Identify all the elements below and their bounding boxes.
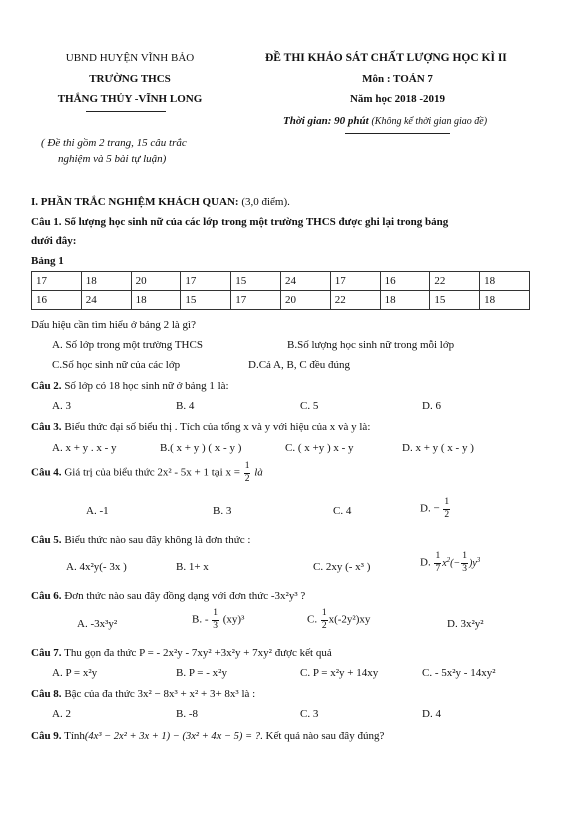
q4-option-d-label: D. −: [420, 502, 440, 515]
q2-option-a: A. 3: [52, 400, 71, 412]
fraction-seventh: [434, 552, 441, 574]
q3-text: Biểu thức đại số biểu thị . Tích của tổng x và y với hiệu của x và y là:: [64, 421, 371, 433]
q3-label: Câu 3.: [31, 421, 62, 433]
fraction-third: [461, 552, 468, 574]
frac-num: 1: [443, 498, 450, 510]
header-left-rule: [86, 111, 166, 112]
frac-num: 1: [212, 609, 219, 621]
q6-option-b-expr: (xy)³: [222, 613, 245, 626]
q9-label: Câu 9.: [31, 730, 62, 742]
q6-option-b-label: B. -: [192, 613, 209, 626]
data-table: [31, 271, 530, 310]
table-row: [32, 272, 530, 291]
q6-text: Đơn thức nào sau đây đồng dạng với đơn thức -3x²y³ ?: [64, 590, 306, 602]
table-cell: 15: [231, 272, 281, 291]
fraction-third: [212, 609, 219, 631]
q2-label: Câu 2.: [31, 380, 62, 392]
q2-option-d: D. 6: [422, 400, 441, 412]
q7-option-a: A. P = x²y: [52, 667, 98, 679]
frac-den: 2: [244, 473, 250, 484]
fraction-half: [321, 609, 328, 631]
q1-sub: Dấu hiệu cần tìm hiểu ở bảng 2 là gì?: [31, 319, 196, 331]
q9-expression: (4x³ − 2x² + 3x + 1) − (3x² + 4x − 5) = ?: [84, 731, 260, 742]
q1-option-d: D.Cả A, B, C đều đúng: [248, 359, 351, 371]
table-cell: 18: [480, 291, 530, 310]
q7-option-b: B. P = - x²y: [176, 667, 227, 679]
frac-den: 3: [462, 563, 467, 574]
fraction-half: [443, 498, 450, 520]
table-cell: 17: [330, 272, 380, 291]
q6-line: [31, 590, 305, 602]
table-cell: 18: [380, 291, 430, 310]
q8-option-d: D. 4: [422, 708, 441, 720]
table-cell: 17: [181, 272, 231, 291]
q4-text-post: là: [254, 466, 263, 479]
exam-year: Năm học 2018 -2019: [349, 93, 446, 105]
frac-den: 2: [444, 509, 450, 520]
q5-text: Biểu thức nào sau đây không là đơn thức :: [64, 534, 251, 546]
header-school-2: THẮNG THỦY -VĨNH LONG: [57, 93, 203, 105]
q3-line: [31, 421, 370, 433]
q1-option-c: C.Số học sinh nữ của các lớp: [52, 359, 181, 371]
q1-option-b: B.Số lượng học sinh nữ trong mỗi lớp: [287, 339, 455, 351]
q8-label: Câu 8.: [31, 688, 62, 700]
q2-option-c: C. 5: [300, 400, 319, 412]
q2-line: [31, 380, 229, 392]
table-row: [32, 291, 530, 310]
q7-line: [31, 647, 332, 659]
q4-option-c: C. 4: [333, 505, 352, 517]
q4-option-b: B. 3: [213, 505, 232, 517]
q1-label: Câu 1.: [31, 216, 62, 228]
q7-option-d: C. - 5x²y - 14xy²: [422, 667, 496, 679]
q1-text2: dưới đây:: [31, 235, 77, 247]
q8-line: [31, 688, 255, 700]
table-cell: 16: [380, 272, 430, 291]
frac-den: 7: [435, 563, 441, 574]
frac-num: 1: [244, 462, 251, 474]
q5-option-d-label: D.: [420, 556, 431, 569]
q9-text-pre: Tính: [64, 730, 85, 742]
frac-den: 2: [321, 620, 327, 631]
table-cell: 18: [480, 272, 530, 291]
q6-option-c-expr: x(-2y²)xy: [328, 613, 371, 626]
q5-option-b: B. 1+ x: [176, 561, 209, 573]
q5-option-d: [420, 552, 480, 574]
section-title: I. PHẦN TRẮC NGHIỆM KHÁCH QUAN:: [31, 196, 239, 208]
table-cell: 24: [81, 291, 131, 310]
table-cell: 22: [430, 272, 480, 291]
exam-time-line: [283, 115, 487, 127]
q4-label: Câu 4.: [31, 466, 62, 479]
q1-text1: Số lượng học sinh nữ của các lớp trong một trường THCS được ghi lại trong bảng: [64, 216, 449, 228]
q6-option-c: [307, 609, 370, 631]
q6-option-d: D. 3x²y²: [447, 618, 484, 630]
q8-option-c: C. 3: [300, 708, 319, 720]
q6-option-b: [192, 609, 244, 631]
frac-den: 3: [213, 620, 218, 631]
q3-option-d: D. x + y ( x - y ): [402, 442, 474, 454]
q6-label: Câu 6.: [31, 590, 62, 602]
q7-label: Câu 7.: [31, 647, 62, 659]
table-cell: 15: [181, 291, 231, 310]
table-cell: 18: [81, 272, 131, 291]
q3-option-c: C. ( x +y ) x - y: [285, 442, 354, 454]
q2-option-b: B. 4: [176, 400, 195, 412]
exam-title: ĐỀ THI KHẢO SÁT CHẤT LƯỢNG HỌC KÌ II: [265, 52, 507, 64]
table-cell: 18: [131, 291, 181, 310]
header-department: UBND HUYỆN VĨNH BẢO: [65, 52, 195, 64]
q5-label: Câu 5.: [31, 534, 62, 546]
q1-line1: [31, 216, 448, 228]
exam-time: Thời gian: 90 phút: [283, 115, 369, 127]
frac-num: 1: [461, 552, 468, 564]
q8-text: Bậc của đa thức 3x² − 8x³ + x² + 3+ 8x³ là :: [64, 688, 256, 700]
q1-option-a: A. Số lớp trong một trường THCS: [52, 339, 203, 351]
exam-note-line2: nghiệm và 5 bài tự luận): [58, 153, 167, 165]
section-heading: [31, 196, 290, 208]
q3-option-b: B.( x + y ) ( x - y ): [160, 442, 242, 454]
q3-option-a: A. x + y . x - y: [52, 442, 117, 454]
header-school-1: TRƯỜNG THCS: [89, 73, 171, 85]
exam-time-note: (Không kể thời gian giao đề): [371, 116, 488, 127]
table-cell: 20: [131, 272, 181, 291]
q4-option-a: A. -1: [86, 505, 109, 517]
q4-line: [31, 462, 263, 484]
q9-line: [31, 730, 384, 742]
frac-num: 1: [321, 609, 328, 621]
q7-text: Thu gọn đa thức P = - 2x²y - 7xy² +3x²y + 7xy² được kết quả: [64, 647, 332, 659]
q9-text-post: . Kết quả nào sau đây đúng?: [260, 730, 385, 742]
q5-option-a: A. 4x²y(- 3x ): [66, 561, 127, 573]
exam-note-line1: ( Đề thi gồm 2 trang, 15 câu trắc: [41, 137, 187, 149]
q5-option-d-expr-tail: )$y^3$: [468, 555, 481, 569]
table-cell: 20: [280, 291, 330, 310]
frac-num: 1: [434, 552, 441, 564]
q8-option-b: B. -8: [176, 708, 198, 720]
fraction-half: [244, 462, 251, 484]
table-cell: 15: [430, 291, 480, 310]
q2-text: Số lớp có 18 học sinh nữ ở bảng 1 là:: [64, 380, 229, 392]
q7-option-c: C. P = x²y + 14xy: [300, 667, 379, 679]
q8-option-a: A. 2: [52, 708, 71, 720]
table-cell: 24: [280, 272, 330, 291]
table-cell: 17: [32, 272, 82, 291]
table-cell: 22: [330, 291, 380, 310]
table-cell: 17: [231, 291, 281, 310]
q5-line: [31, 534, 250, 546]
q5-option-d-expr: $x^2(-$: [442, 555, 461, 569]
table-title: Bảng 1: [31, 255, 64, 267]
table-cell: 16: [32, 291, 82, 310]
q5-option-c: C. 2xy (- x³ ): [313, 561, 371, 573]
q4-text: Giá trị của biểu thức 2x² - 5x + 1 tại x =: [64, 466, 240, 479]
exam-subject: Môn : TOÁN 7: [362, 73, 433, 85]
section-points: (3,0 điểm).: [241, 196, 290, 208]
q4-option-d: [420, 498, 451, 520]
header-right-rule: [345, 133, 450, 134]
q6-option-a: A. -3x³y²: [77, 618, 118, 630]
q6-option-c-label: C.: [307, 613, 318, 626]
